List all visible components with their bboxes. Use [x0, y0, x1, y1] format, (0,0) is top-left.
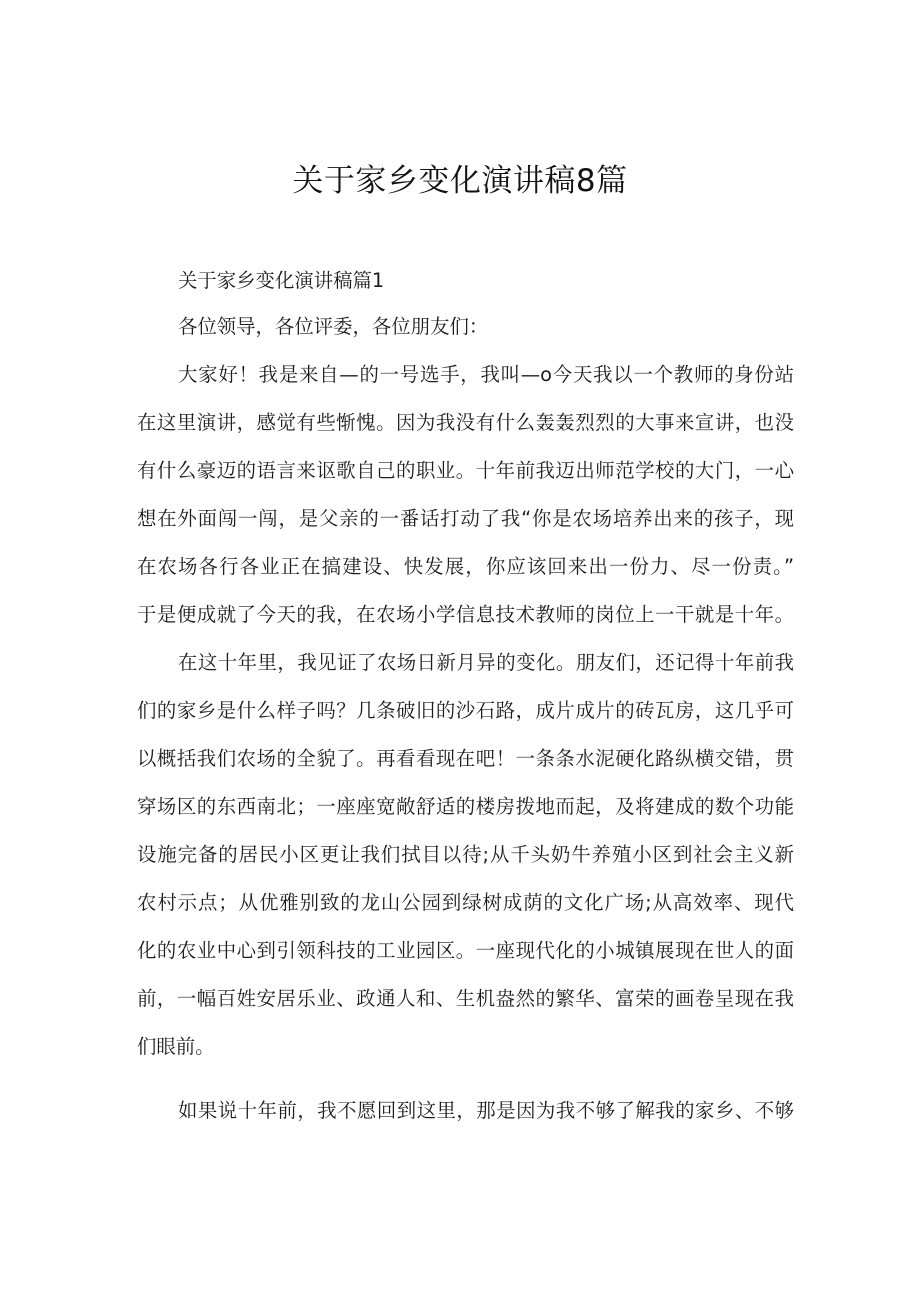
document-title: 关于家乡变化演讲稿8篇: [292, 163, 628, 199]
paragraph-line: 大家好！我是来自—的一号选手，我叫—o今天我以一个教师的身份站: [178, 363, 794, 386]
salutation: 各位领导，各位评委，各位朋友们：: [178, 315, 489, 338]
paragraph-line: 穿场区的东西南北；一座座宽敞舒适的楼房拨地而起，及将建成的数个功能: [137, 795, 794, 818]
paragraph-line: 在这里演讲，感觉有些惭愧。因为我没有什么轰轰烈烈的大事来宣讲，也没: [137, 411, 794, 434]
paragraph-line: 设施完备的居民小区更让我们拭目以待;从千头奶牛养殖小区到社会主义新: [137, 843, 794, 866]
paragraph-line: 以概括我们农场的全貌了。再看看现在吧！一条条水泥硬化路纵横交错，贯: [137, 747, 794, 770]
paragraph-line: 们眼前。: [137, 1035, 215, 1058]
paragraph-line: 们的家乡是什么样子吗？几条破旧的沙石路，成片成片的砖瓦房，这几乎可: [137, 699, 794, 722]
paragraph-line: 有什么豪迈的语言来讴歌自己的职业。十年前我迈出师范学校的大门，一心: [137, 459, 794, 482]
paragraph-line: 想在外面闯一闯，是父亲的一番话打动了我“你是农场培养出来的孩子，现: [137, 507, 794, 530]
paragraph-line: 前，一幅百姓安居乐业、政通人和、生机盎然的繁华、富荣的画卷呈现在我: [137, 987, 794, 1010]
paragraph-line: 在农场各行各业正在搞建设、快发展，你应该回来出一份力、尽一份责。”: [137, 555, 794, 578]
paragraph-line: 在这十年里，我见证了农场日新月异的变化。朋友们，还记得十年前我: [178, 651, 794, 674]
paragraph-line: 农村示点；从优雅别致的龙山公园到绿树成荫的文化广场;从高效率、现代: [137, 891, 794, 914]
paragraph-line: 化的农业中心到引领科技的工业园区。一座现代化的小城镇展现在世人的面: [137, 939, 794, 962]
section-heading: 关于家乡变化演讲稿篇1: [178, 269, 385, 292]
paragraph-line: 如果说十年前，我不愿回到这里，那是因为我不够了解我的家乡、不够: [178, 1099, 794, 1122]
paragraph-line: 于是便成就了今天的我，在农场小学信息技术教师的岗位上一干就是十年。: [137, 603, 794, 626]
